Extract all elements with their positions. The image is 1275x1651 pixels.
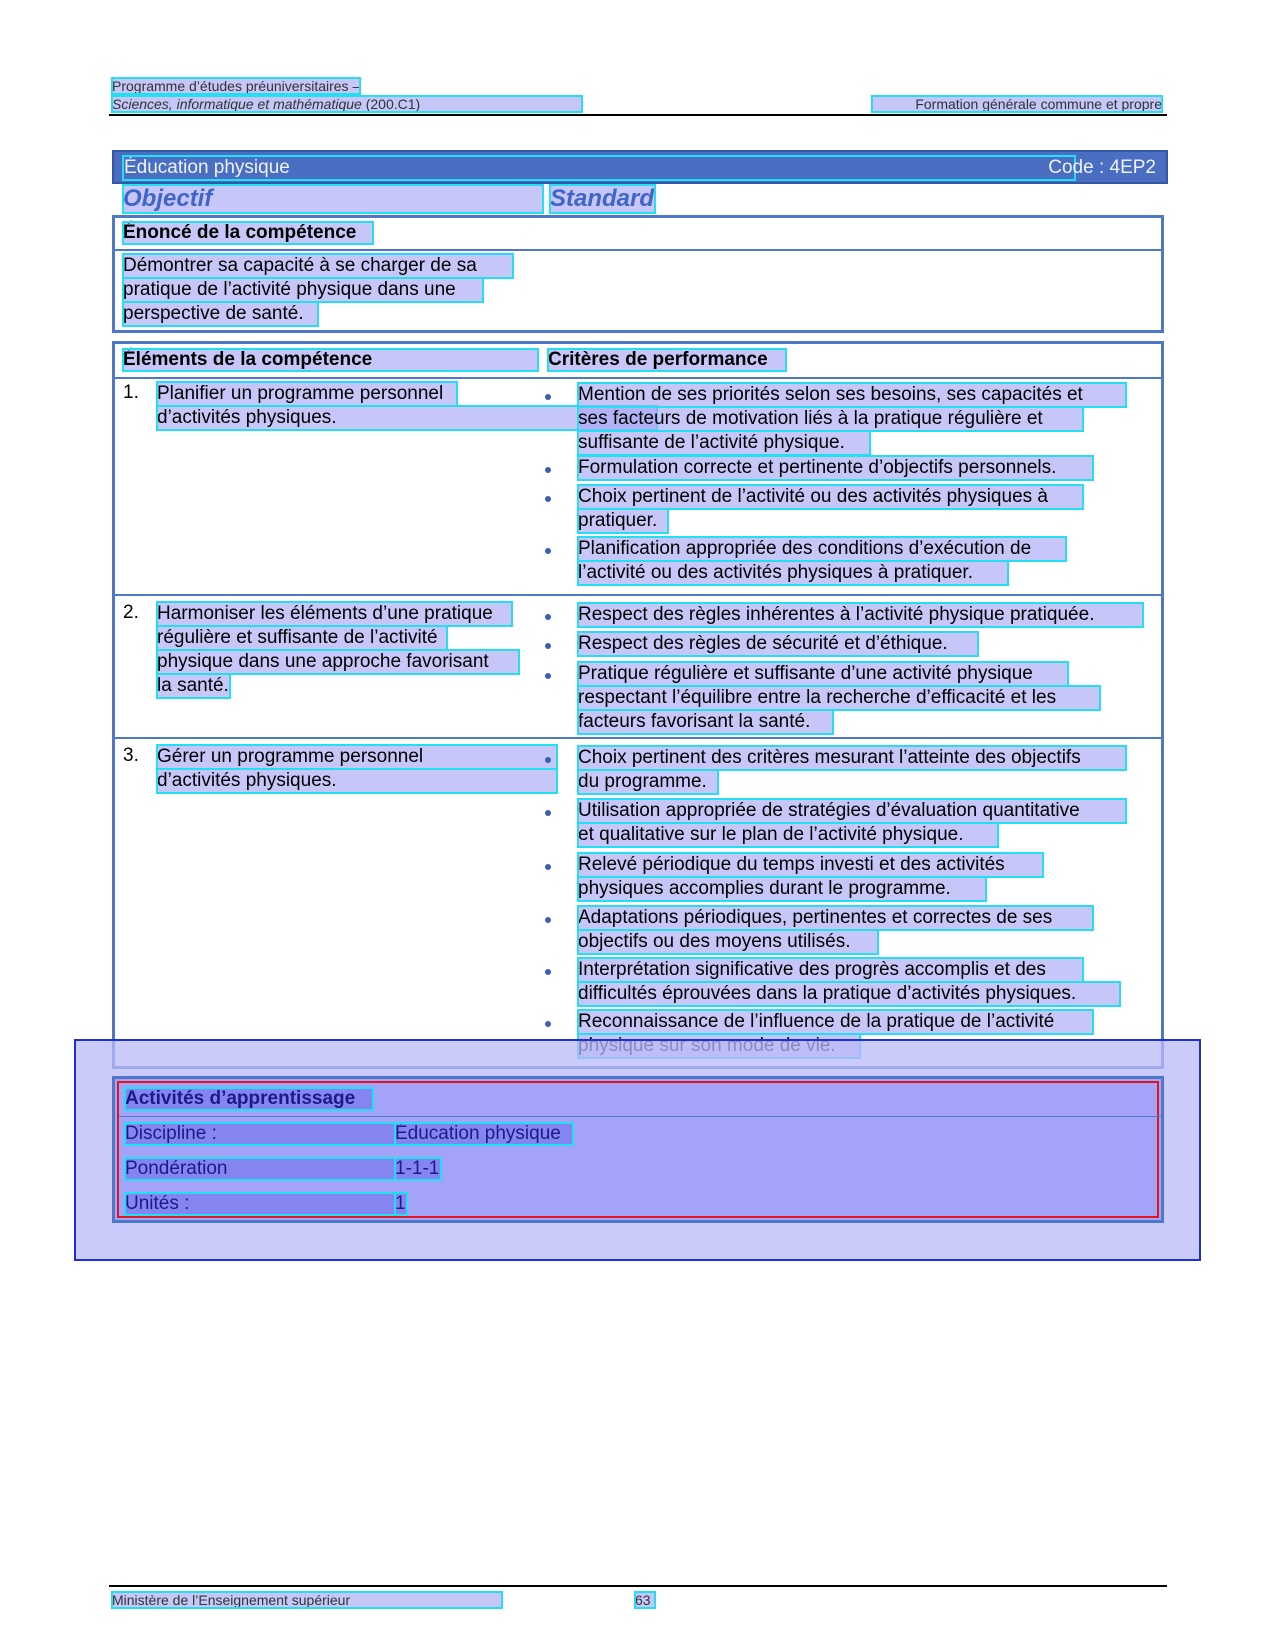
criterion-line: Reconnaissance de l’influence de la pratique de l’activité bbox=[578, 1010, 1093, 1034]
criterion-line: Choix pertinent de l’activité ou des activités physiques à bbox=[578, 485, 1083, 509]
bullet-icon bbox=[545, 614, 551, 620]
element-line: Planifier un programme personnel bbox=[157, 382, 457, 406]
criterion-line: pratiquer. bbox=[578, 509, 668, 533]
criterion-line: Choix pertinent des critères mesurant l’atteinte des objectifs bbox=[578, 746, 1126, 770]
enonce-heading: Énoncé de la compétence bbox=[123, 222, 373, 244]
criterion bbox=[578, 799, 1126, 847]
course-name: Éducation physique bbox=[124, 157, 1074, 179]
bullet-icon bbox=[545, 810, 551, 816]
element-divider bbox=[115, 594, 1161, 596]
criterion-line: Pratique régulière et suffisante d’une activité physique bbox=[578, 662, 1068, 686]
footer-rule bbox=[109, 1585, 1167, 1587]
criterion-line: physiques accomplies durant le programme. bbox=[578, 877, 986, 901]
element-number: 2. bbox=[123, 602, 139, 623]
criterion-line: Respect des règles inhérentes à l’activité physique pratiquée. bbox=[578, 603, 1143, 627]
criterion bbox=[578, 662, 1126, 734]
bullet-icon bbox=[545, 467, 551, 473]
unites-value: 1 bbox=[395, 1193, 406, 1214]
header-program-italic: Sciences, informatique et mathématique bbox=[112, 96, 362, 112]
element-line: d’activités physiques. bbox=[157, 769, 557, 793]
header-program-name bbox=[112, 96, 582, 112]
element-divider bbox=[115, 737, 1161, 739]
criterion-line: Respect des règles de sécurité et d’éthique. bbox=[578, 632, 978, 656]
criterion bbox=[578, 383, 1126, 455]
header-program-row bbox=[112, 96, 1162, 112]
bullet-icon bbox=[545, 643, 551, 649]
criterion-line: suffisante de l’activité physique. bbox=[578, 431, 870, 455]
discipline-value: Éducation physique bbox=[395, 1123, 573, 1145]
criterion bbox=[578, 537, 1126, 585]
header-rule bbox=[109, 114, 1167, 116]
criterion-line: facteurs favorisant la santé. bbox=[578, 710, 833, 734]
criterion-line: Relevé périodique du temps investi et des activités bbox=[578, 853, 1043, 877]
discipline-label: Discipline : bbox=[125, 1123, 395, 1145]
activities-focus-frame bbox=[117, 1081, 1159, 1218]
criterion-line: du programme. bbox=[578, 770, 718, 794]
ponderation-value: 1-1-1 bbox=[395, 1158, 440, 1179]
enonce-section bbox=[112, 215, 1164, 333]
criterion bbox=[578, 853, 1126, 901]
unites-label: Unités : bbox=[125, 1193, 395, 1215]
criterion-line: respectant l’équilibre entre la recherche d’efficacité et les bbox=[578, 686, 1100, 710]
bullet-icon bbox=[545, 673, 551, 679]
header-program-line: Programme d’études préuniversitaires – bbox=[112, 78, 361, 94]
elements-header-divider bbox=[115, 377, 1161, 379]
criterion bbox=[578, 456, 1126, 480]
criterion-line: ses facteurs de motivation liés à la pratique régulière et bbox=[578, 407, 1083, 431]
criterion-line: objectifs ou des moyens utilisés. bbox=[578, 930, 878, 954]
bullet-icon bbox=[545, 496, 551, 502]
enonce-text bbox=[123, 254, 515, 326]
element-number: 3. bbox=[123, 745, 139, 766]
bullet-icon bbox=[545, 969, 551, 975]
elements-heading: Éléments de la compétence bbox=[123, 349, 538, 371]
enonce-line: perspective de santé. bbox=[123, 302, 318, 326]
footer-ministry: Ministère de l’Enseignement supérieur bbox=[112, 1592, 502, 1608]
bullet-icon bbox=[545, 757, 551, 763]
activities-heading: Activités d’apprentissage bbox=[125, 1088, 373, 1110]
criterion bbox=[578, 958, 1126, 1006]
elements-section bbox=[112, 341, 1164, 1069]
element-line: régulière et suffisante de l’activité bbox=[157, 626, 447, 650]
enonce-divider bbox=[115, 249, 1161, 251]
objectif-heading: Objectif bbox=[123, 185, 543, 213]
criterion-line: Formulation correcte et pertinente d’objectifs personnels. bbox=[578, 456, 1093, 480]
enonce-line: pratique de l’activité physique dans une bbox=[123, 278, 483, 302]
element-number: 1. bbox=[123, 382, 139, 403]
criterion bbox=[578, 632, 1126, 656]
element-line: Harmoniser les éléments d’une pratique bbox=[157, 602, 512, 626]
ponderation-label: Pondération bbox=[125, 1158, 395, 1180]
criterion bbox=[578, 746, 1126, 794]
criterion-line: Adaptations périodiques, pertinentes et correctes de ses bbox=[578, 906, 1093, 930]
header-program-code: (200.C1) bbox=[365, 96, 421, 112]
criterion-line: Mention de ses priorités selon ses besoins, ses capacités et bbox=[578, 383, 1126, 407]
activities-divider bbox=[119, 1116, 1161, 1117]
bullet-icon bbox=[545, 864, 551, 870]
element-line: physique dans une approche favorisant bbox=[157, 650, 519, 674]
criterion bbox=[578, 485, 1126, 533]
criterion-line: difficultés éprouvées dans la pratique d’activités physiques. bbox=[578, 982, 1120, 1006]
standard-heading: Standard bbox=[550, 185, 655, 212]
element-line: Gérer un programme personnel bbox=[157, 745, 557, 769]
criterion-line: et qualitative sur le plan de l’activité physique. bbox=[578, 823, 998, 847]
criterion-line: Planification appropriée des conditions d’exécution de bbox=[578, 537, 1066, 561]
course-code: Code : 4EP2 bbox=[1048, 157, 1156, 178]
bullet-icon bbox=[545, 394, 551, 400]
criterion bbox=[578, 603, 1126, 627]
header-right-label: Formation générale commune et propre bbox=[872, 96, 1162, 112]
bullet-icon bbox=[545, 917, 551, 923]
activities-section bbox=[112, 1076, 1164, 1223]
criterion-line: Interprétation significative des progrès accomplis et des bbox=[578, 958, 1083, 982]
criterion-line: Utilisation appropriée de stratégies d’évaluation quantitative bbox=[578, 799, 1126, 823]
element-line: la santé. bbox=[157, 675, 229, 696]
enonce-line: Démontrer sa capacité à se charger de sa bbox=[123, 254, 513, 278]
criterion bbox=[578, 906, 1126, 954]
criteres-heading: Critères de performance bbox=[548, 349, 786, 371]
bullet-icon bbox=[545, 1021, 551, 1027]
element-line: d’activités physiques. bbox=[157, 406, 657, 430]
page-number: 63 bbox=[635, 1592, 655, 1608]
criterion-line: l’activité ou des activités physiques à pratiquer. bbox=[578, 561, 1008, 585]
course-title-bar bbox=[112, 150, 1168, 184]
bullet-icon bbox=[545, 548, 551, 554]
